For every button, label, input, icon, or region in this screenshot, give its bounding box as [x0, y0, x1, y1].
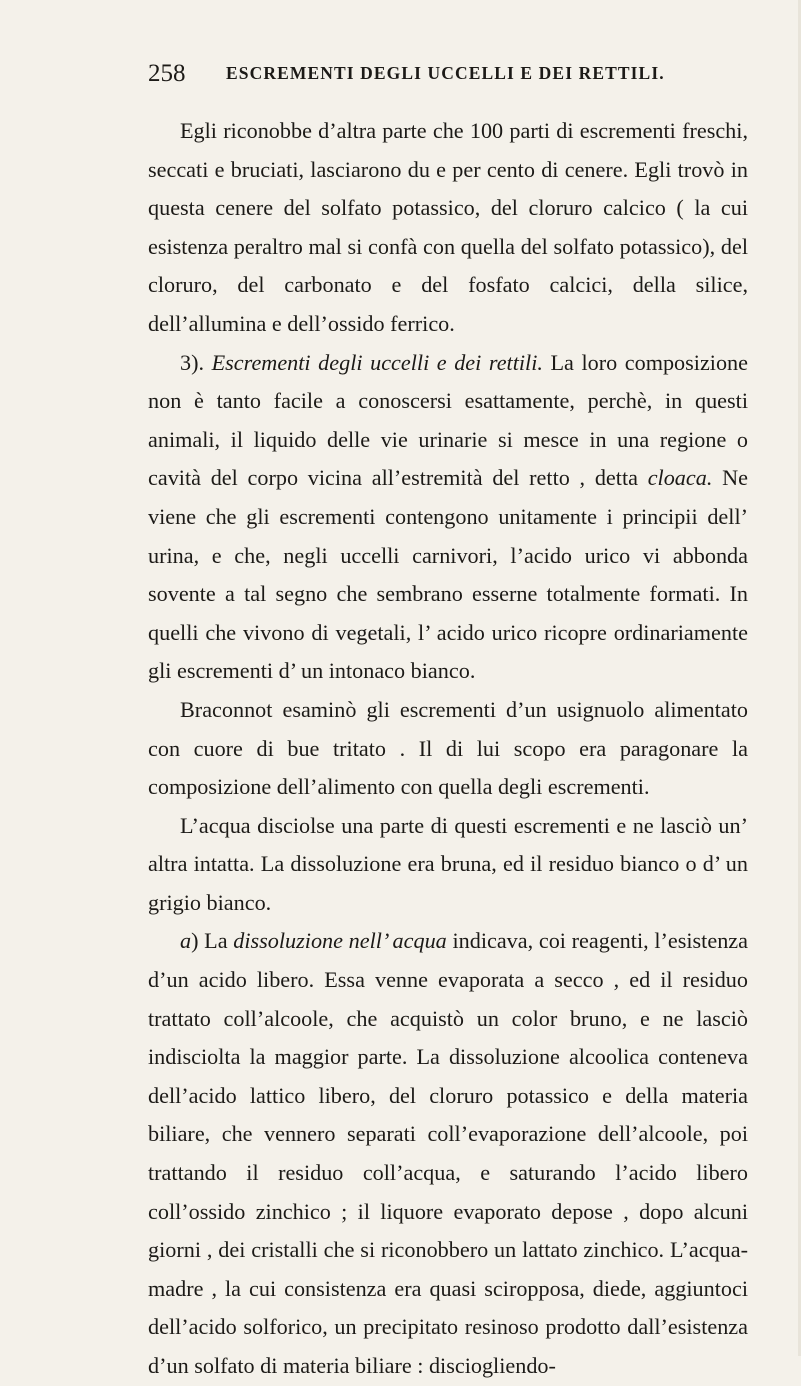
- text-run: indicava, coi reagenti, l’esistenza d’un acido libero. Essa venne evaporata a secco , ed il residuo trattato coll’alcoole, che acquistò un color bruno, e ne lasciò indisciolta la maggior parte. La dissoluzione alcoolica conteneva dell’acido lattico libero, del cloruro potassico e della materia biliare, che vennero separati coll’evaporazione dell’alcoole, poi trattando il residuo coll’acqua, e saturando l’acido libero coll’ossido zinchico ; il liquore evaporato depose , dopo alcuni giorni , dei cristalli che si riconobbero un lattato zinchico. L’acqua-madre , la cui consistenza era quasi sciropposa, diede, aggiuntoci dell’acido solforico, un precipitato resinoso prodotto dall’esistenza d’un solfato di materia biliare : disciogliendo-: [148, 928, 748, 1378]
- paragraph-2: [148, 344, 748, 691]
- italic-run: cloaca.: [647, 465, 713, 491]
- italic-run: Escrementi degli uccelli e dei rettili.: [211, 349, 543, 375]
- paragraph-5: [148, 922, 748, 1385]
- text-run: Braconnot esaminò gli escrementi d’un usignuolo alimentato con cuore di bue tritato . Il di lui scopo era paragonare la composizione dell’alimento con quella degli escrementi.: [148, 696, 748, 800]
- text-run: La loro composizione non è tanto facile a conoscersi esattamente, perchè, in questi animali, il liquido delle vie urinarie si mesce in una regione o cavità del corpo vicina all’estremità del retto , detta: [148, 349, 749, 491]
- running-head: ESCREMENTI DEGLI UCCELLI E DEI RETTILI.: [226, 63, 665, 83]
- italic-run: dissoluzione nell’ acqua: [233, 928, 447, 954]
- paragraph-1: [148, 112, 748, 344]
- paragraph-4: [148, 807, 748, 923]
- italic-run: a: [180, 928, 192, 954]
- page-number: 258: [148, 60, 186, 87]
- text-run: L’acqua disciolse una parte di questi escrementi e ne lasciò un’ altra intatta. La dissoluzione era bruna, ed il residuo bianco o d’ un grigio bianco.: [148, 812, 748, 915]
- body-text: [148, 112, 748, 1386]
- paragraph-3: [148, 691, 748, 807]
- text-run: ) La: [191, 928, 234, 954]
- text-run: Egli riconobbe d’altra parte che 100 parti di escrementi freschi, seccati e bruciati, lasciarono du e per cento di cenere. Egli trovò in questa cenere del solfato potassico, del cloruro calcico ( la cui esistenza peraltro mal si confà con quella del solfato potassico), del cloruro, del carbonato e del fosfato calcici, della silice, dell’allumina e dell’ossido ferrico.: [148, 118, 748, 336]
- page-header: [148, 60, 748, 90]
- text-run: Ne viene che gli escrementi contengono unitamente i principii dell’ urina, e che, negli uccelli carnivori, l’acido urico vi abbonda sovente a tal segno che sembrano esserne totalmente formati. In quelli che vivono di vegetali, l’ acido urico ricopre ordinariamente gli escrementi d’ un intonaco bianco.: [148, 465, 748, 684]
- text-run: 3).: [180, 349, 212, 375]
